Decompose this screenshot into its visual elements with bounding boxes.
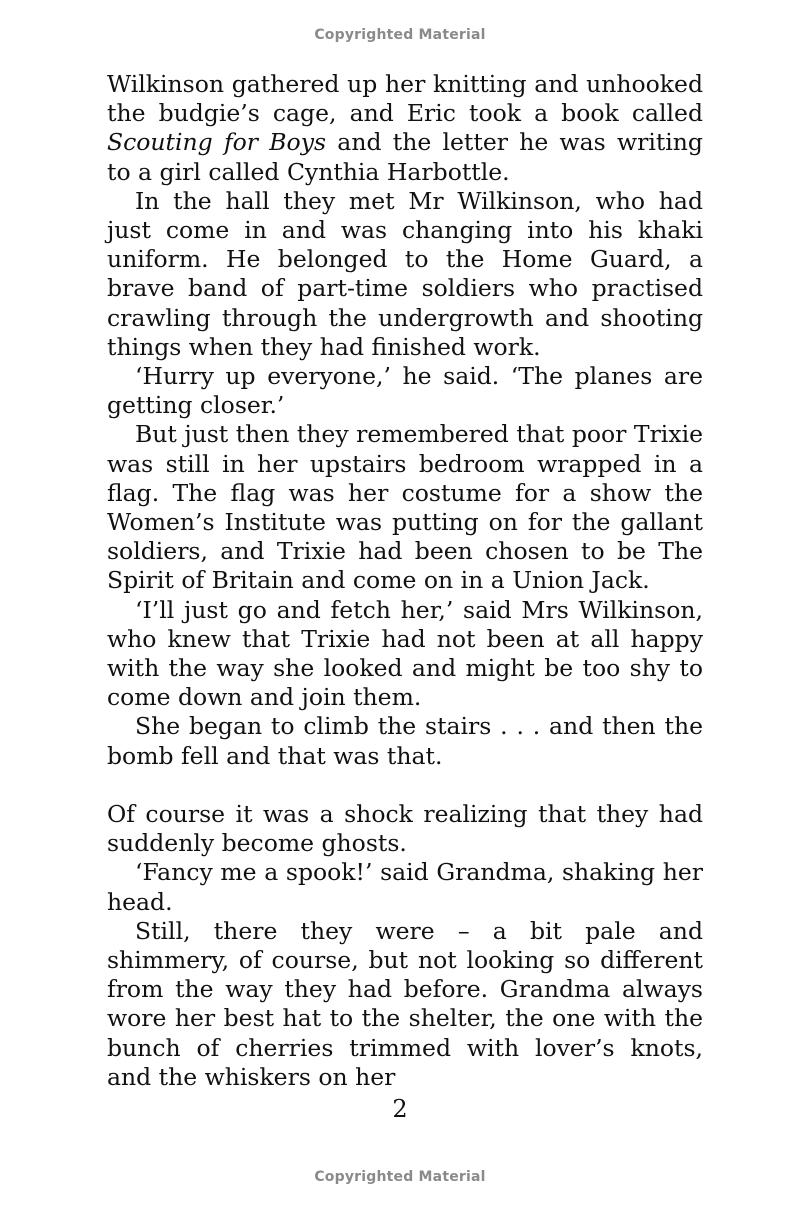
- book-title: Scouting for Boys: [107, 128, 327, 157]
- paragraph-8: ‘Fancy me a spook!’ said Grandma, shaking her head.: [107, 858, 703, 916]
- copyright-watermark-top: Copyrighted Material: [314, 27, 486, 43]
- page-body: [107, 70, 703, 1092]
- paragraph-2: In the hall they met Mr Wilkinson, who had just come in and was changing into his khaki uniform. He belonged to the Home Guard, a brave band of part-time soldiers who practised crawling through the undergrowth and shooting things when they had finished work.: [107, 186, 703, 361]
- paragraph-3: ‘Hurry up everyone,’ he said. ‘The planes are getting closer.’: [107, 362, 703, 420]
- copyright-watermark-bottom: Copyrighted Material: [314, 1169, 486, 1185]
- paragraph-6: She began to climb the stairs . . . and then the bomb fell and that was that.: [107, 712, 703, 770]
- paragraph-9: Still, there they were – a bit pale and shimmery, of course, but not looking so different from the way they had before. Grandma always wore her best hat to the shelter, the one with the bunch of cherries trimmed with lover’s knots, and the whiskers on her: [107, 916, 703, 1091]
- paragraph-1-text-a: Wilkinson gathered up her knitting and unhooked the budgie’s cage, and Eric took a book called: [107, 70, 703, 128]
- paragraph-7: Of course it was a shock realizing that they had suddenly become ghosts.: [107, 800, 703, 858]
- paragraph-1: [107, 70, 703, 187]
- paragraph-1-text-b: and the letter he was writing to a girl called Cynthia Harbottle.: [107, 128, 703, 186]
- paragraph-5: ‘I’ll just go and fetch her,’ said Mrs Wilkinson, who knew that Trixie had not been at all happy with the way she looked and might be too shy to come down and join them.: [107, 595, 703, 712]
- page-number: 2: [392, 1095, 408, 1123]
- paragraph-4: But just then they remembered that poor Trixie was still in her upstairs bedroom wrapped in a flag. The flag was her costume for a show the Women’s Institute was putting on for the gallant soldiers, and Trixie had been chosen to be The Spirit of Britain and come on in a Union Jack.: [107, 420, 703, 595]
